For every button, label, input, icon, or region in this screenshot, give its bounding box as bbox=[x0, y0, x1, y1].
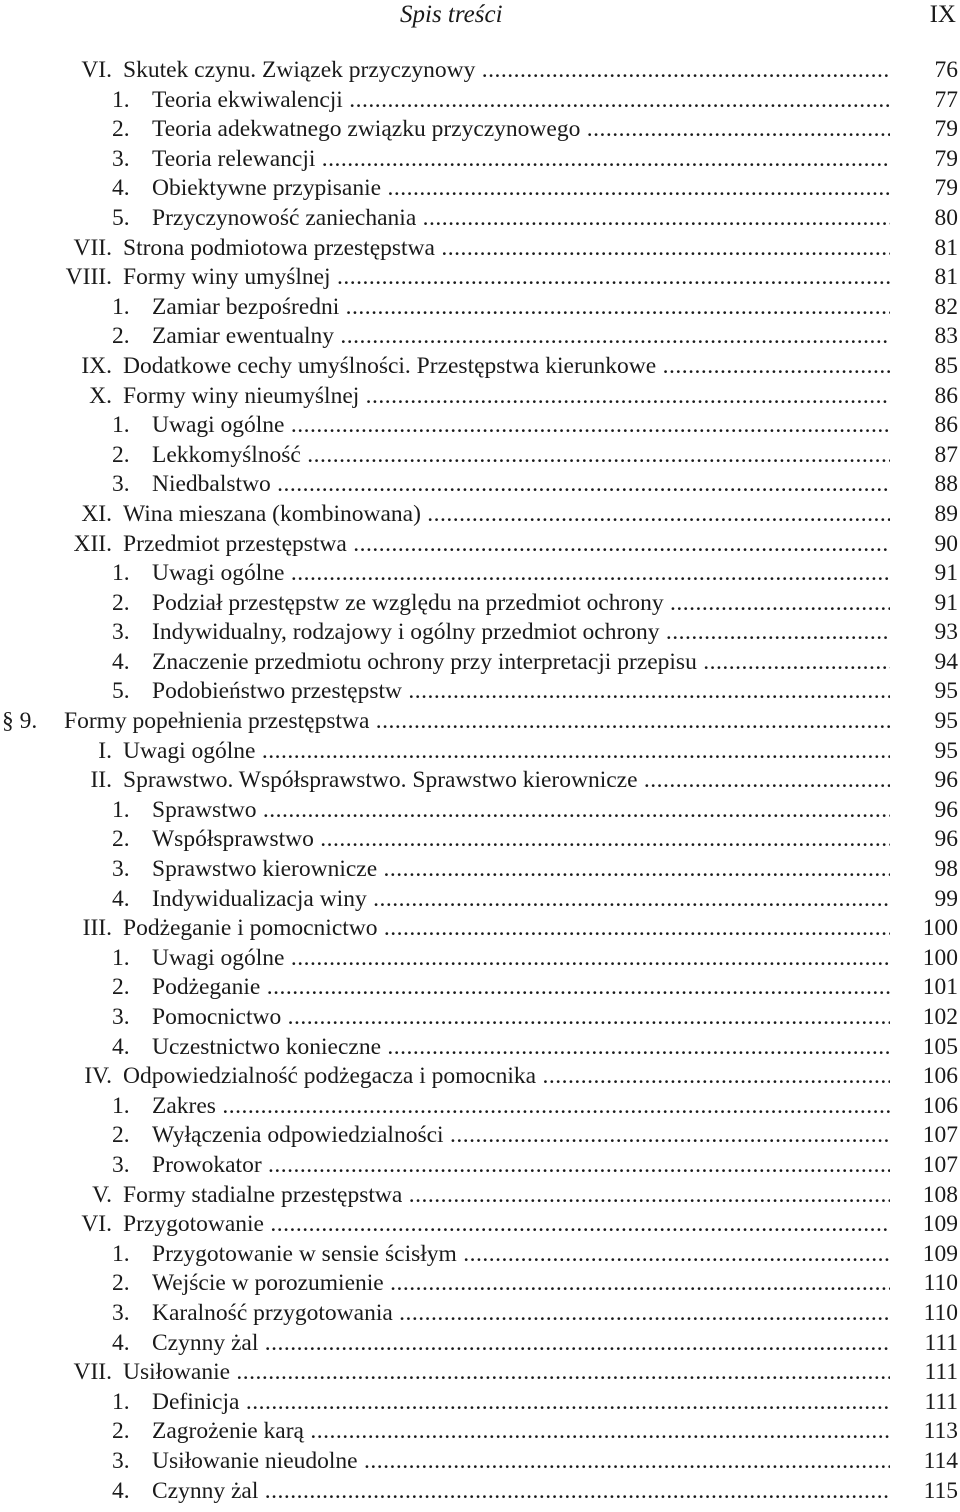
toc-entry-number: II. bbox=[90, 767, 112, 794]
toc-entry-number: 4. bbox=[112, 885, 130, 912]
toc-entry-number: 3. bbox=[112, 145, 130, 172]
toc-entry-page: 111 bbox=[924, 1388, 958, 1415]
running-header-title: Spis treści bbox=[400, 1, 503, 28]
toc-entry-number: 2. bbox=[112, 826, 130, 853]
toc-entry-number: 4. bbox=[112, 1329, 130, 1356]
toc-entry-title: Odpowiedzialność podżegacza i pomocnika ..... bbox=[123, 1062, 890, 1092]
toc-entry-page: 96 bbox=[934, 796, 958, 823]
toc-entry-page: 95 bbox=[934, 678, 958, 705]
toc-entry-title: Definicja ..... bbox=[152, 1388, 890, 1418]
toc-entry bbox=[0, 618, 960, 648]
toc-entry-number: 3. bbox=[112, 856, 130, 883]
toc-entry bbox=[0, 559, 960, 589]
toc-entry bbox=[0, 1210, 960, 1240]
toc-entry-title: Podżeganie ..... bbox=[152, 973, 890, 1003]
toc-entry-page: 94 bbox=[934, 648, 958, 675]
toc-entry-title: Teoria relewancji ..... bbox=[152, 145, 890, 175]
toc-entry-page: 86 bbox=[934, 412, 958, 439]
toc-entry-page: 85 bbox=[934, 352, 958, 379]
toc-entry-page: 86 bbox=[934, 382, 958, 409]
toc-entry-number: 1. bbox=[112, 86, 130, 113]
toc-entry bbox=[0, 1003, 960, 1033]
toc-entry-page: 91 bbox=[934, 560, 958, 587]
toc-entry bbox=[0, 766, 960, 796]
toc-entry-page: 109 bbox=[922, 1240, 958, 1267]
toc-entry bbox=[0, 263, 960, 293]
toc-entry-title: Indywidualizacja winy ..... bbox=[152, 885, 890, 915]
toc-entry-title: Podział przestępstw ze względu na przedmiot ochrony ..... bbox=[152, 589, 890, 619]
toc-entry-title: Teoria ekwiwalencji ..... bbox=[152, 86, 890, 116]
toc-entry bbox=[0, 707, 960, 737]
toc-entry bbox=[0, 737, 960, 767]
toc-entry bbox=[0, 1329, 960, 1359]
toc-entry-number: 2. bbox=[112, 589, 130, 616]
toc-entry-title: Zamiar bezpośredni ..... bbox=[152, 293, 890, 323]
toc-entry bbox=[0, 174, 960, 204]
toc-entry-number: 1. bbox=[112, 796, 130, 823]
toc-entry bbox=[0, 470, 960, 500]
toc-entry-title: Podżeganie i pomocnictwo ..... bbox=[123, 914, 890, 944]
toc-entry-number: 1. bbox=[112, 293, 130, 320]
toc-entry-page: 81 bbox=[934, 264, 958, 291]
toc-entry-page: 108 bbox=[922, 1181, 958, 1208]
toc-entry-number: 1. bbox=[112, 412, 130, 439]
toc-entry bbox=[0, 1240, 960, 1270]
toc-entry-number: 2. bbox=[112, 116, 130, 143]
toc-entry-number: 4. bbox=[112, 1033, 130, 1060]
toc-entry-number: IV. bbox=[84, 1063, 112, 1090]
toc-entry-number: V. bbox=[92, 1181, 112, 1208]
toc-entry bbox=[0, 855, 960, 885]
toc-entry-title: Uwagi ogólne ..... bbox=[152, 411, 890, 441]
table-of-contents bbox=[0, 56, 960, 1506]
toc-entry bbox=[0, 115, 960, 145]
toc-entry-number: 2. bbox=[112, 1418, 130, 1445]
toc-entry-title: Podobieństwo przestępstw ..... bbox=[152, 677, 890, 707]
toc-entry-number: 1. bbox=[112, 560, 130, 587]
toc-entry bbox=[0, 322, 960, 352]
toc-entry-number: VI. bbox=[81, 57, 112, 83]
toc-entry-number: 3. bbox=[112, 1004, 130, 1030]
toc-entry-title: Indywidualny, rodzajowy i ogólny przedmiot ochrony ..... bbox=[152, 618, 890, 648]
toc-entry-page: 95 bbox=[934, 737, 958, 764]
toc-entry-title: Karalność przygotowania ..... bbox=[152, 1299, 890, 1329]
toc-entry-page: 106 bbox=[922, 1063, 958, 1090]
toc-entry bbox=[0, 441, 960, 471]
toc-entry-number: X. bbox=[89, 382, 112, 409]
toc-entry-number: VII. bbox=[73, 234, 112, 261]
toc-entry-title: Teoria adekwatnego związku przyczynowego ..... bbox=[152, 115, 890, 145]
toc-entry-page: 100 bbox=[922, 915, 958, 942]
toc-entry bbox=[0, 382, 960, 412]
toc-entry-number: I. bbox=[98, 737, 112, 764]
toc-entry bbox=[0, 86, 960, 116]
toc-entry-title: Przedmiot przestępstwa ..... bbox=[123, 530, 890, 560]
toc-entry-page: 82 bbox=[934, 293, 958, 320]
toc-entry bbox=[0, 234, 960, 264]
toc-entry bbox=[0, 1299, 960, 1329]
toc-entry-number: 3. bbox=[112, 471, 130, 498]
toc-entry-title: Przygotowanie ..... bbox=[123, 1210, 890, 1240]
toc-entry-title: Niedbalstwo ..... bbox=[152, 470, 890, 500]
toc-entry bbox=[0, 648, 960, 678]
toc-entry-number: 3. bbox=[112, 1299, 130, 1326]
toc-entry bbox=[0, 1092, 960, 1122]
toc-entry-title: Lekkomyślność ..... bbox=[152, 441, 890, 471]
toc-entry bbox=[0, 293, 960, 323]
toc-entry-page: 98 bbox=[934, 856, 958, 883]
toc-entry-page: 93 bbox=[934, 619, 958, 646]
toc-entry-title: Uwagi ogólne ..... bbox=[123, 737, 890, 767]
toc-entry-page: 79 bbox=[934, 175, 958, 202]
toc-entry-page: 113 bbox=[923, 1418, 958, 1445]
toc-entry-page: 107 bbox=[922, 1122, 958, 1149]
toc-entry-number: XII. bbox=[73, 530, 112, 557]
toc-entry-page: 102 bbox=[922, 1004, 958, 1030]
toc-entry-page: 81 bbox=[934, 234, 958, 261]
toc-entry-title: Przygotowanie w sensie ścisłym ..... bbox=[152, 1240, 890, 1270]
toc-entry bbox=[0, 1447, 960, 1477]
toc-entry bbox=[0, 56, 960, 86]
toc-entry-number: 3. bbox=[112, 1151, 130, 1178]
toc-entry bbox=[0, 1033, 960, 1063]
toc-entry-title: Przyczynowość zaniechania ..... bbox=[152, 204, 890, 234]
toc-entry-title: Sprawstwo kierownicze ..... bbox=[152, 855, 890, 885]
toc-entry bbox=[0, 885, 960, 915]
toc-entry-title: Czynny żal ..... bbox=[152, 1477, 890, 1507]
toc-entry-title: Prowokator ..... bbox=[152, 1151, 890, 1181]
toc-entry-title: Uczestnictwo konieczne ..... bbox=[152, 1033, 890, 1063]
toc-entry-title: Uwagi ogólne ..... bbox=[152, 559, 890, 589]
toc-entry-page: 114 bbox=[923, 1447, 958, 1474]
toc-entry-page: 107 bbox=[922, 1151, 958, 1178]
toc-entry-page: 79 bbox=[934, 116, 958, 143]
toc-entry-title: Formy winy nieumyślnej ..... bbox=[123, 382, 890, 412]
toc-entry-page: 96 bbox=[934, 767, 958, 794]
toc-entry bbox=[0, 1151, 960, 1181]
toc-entry bbox=[0, 1477, 960, 1507]
toc-entry-title: Dodatkowe cechy umyślności. Przestępstwa kierunkowe ..... bbox=[123, 352, 890, 382]
toc-entry bbox=[0, 500, 960, 530]
toc-entry-number: 4. bbox=[112, 648, 130, 675]
toc-entry-title: Uwagi ogólne ..... bbox=[152, 944, 890, 974]
toc-entry bbox=[0, 1269, 960, 1299]
toc-entry-page: 115 bbox=[923, 1477, 958, 1504]
toc-entry-page: 110 bbox=[923, 1270, 958, 1297]
toc-entry-number: 1. bbox=[112, 1388, 130, 1415]
toc-entry bbox=[0, 145, 960, 175]
toc-entry bbox=[0, 1181, 960, 1211]
toc-entry-title: Współsprawstwo ..... bbox=[152, 825, 890, 855]
toc-entry-number: 1. bbox=[112, 1092, 130, 1119]
toc-entry-number: 5. bbox=[112, 678, 130, 705]
toc-entry bbox=[0, 677, 960, 707]
toc-entry-page: 95 bbox=[934, 708, 958, 735]
toc-entry-number: § 9. bbox=[2, 708, 38, 735]
toc-entry bbox=[0, 1417, 960, 1447]
toc-entry-number: 2. bbox=[112, 1122, 130, 1149]
toc-entry-title: Znaczenie przedmiotu ochrony przy interpretacji przepisu ..... bbox=[152, 648, 890, 678]
toc-entry-page: 111 bbox=[924, 1359, 958, 1386]
toc-entry-page: 76 bbox=[934, 57, 958, 83]
toc-entry bbox=[0, 411, 960, 441]
toc-entry-number: VIII. bbox=[65, 264, 112, 291]
toc-entry bbox=[0, 530, 960, 560]
toc-entry-title: Obiektywne przypisanie ..... bbox=[152, 174, 890, 204]
toc-entry-title: Formy stadialne przestępstwa ..... bbox=[123, 1181, 890, 1211]
toc-entry-title: Zamiar ewentualny ..... bbox=[152, 322, 890, 352]
toc-entry bbox=[0, 825, 960, 855]
toc-entry bbox=[0, 589, 960, 619]
toc-entry-title: Pomocnictwo ..... bbox=[152, 1003, 890, 1033]
toc-entry-title: Wina mieszana (kombinowana) ..... bbox=[123, 500, 890, 530]
toc-entry-title: Sprawstwo ..... bbox=[152, 796, 890, 826]
toc-entry-number: 2. bbox=[112, 441, 130, 468]
toc-entry-title: Formy winy umyślnej ..... bbox=[123, 263, 890, 293]
toc-entry-title: Czynny żal ..... bbox=[152, 1329, 890, 1359]
toc-entry bbox=[0, 1388, 960, 1418]
toc-entry-number: 2. bbox=[112, 323, 130, 350]
toc-entry-page: 79 bbox=[934, 145, 958, 172]
toc-entry-title: Usiłowanie ..... bbox=[123, 1358, 890, 1388]
toc-entry-number: 4. bbox=[112, 1477, 130, 1504]
toc-entry-page: 83 bbox=[934, 323, 958, 350]
toc-entry-page: 99 bbox=[934, 885, 958, 912]
toc-entry bbox=[0, 973, 960, 1003]
toc-entry-page: 96 bbox=[934, 826, 958, 853]
toc-entry-number: III. bbox=[82, 915, 112, 942]
toc-entry-number: XI. bbox=[81, 500, 112, 527]
toc-entry-page: 106 bbox=[922, 1092, 958, 1119]
toc-entry-title: Wejście w porozumienie ..... bbox=[152, 1269, 890, 1299]
toc-entry-page: 100 bbox=[922, 944, 958, 971]
toc-entry-page: 80 bbox=[934, 204, 958, 231]
toc-entry-number: 2. bbox=[112, 1270, 130, 1297]
toc-entry bbox=[0, 1121, 960, 1151]
toc-entry bbox=[0, 1062, 960, 1092]
toc-entry bbox=[0, 914, 960, 944]
toc-entry-page: 88 bbox=[934, 471, 958, 498]
toc-entry bbox=[0, 352, 960, 382]
toc-entry-number: 1. bbox=[112, 1240, 130, 1267]
toc-entry-number: 4. bbox=[112, 175, 130, 202]
toc-entry-page: 111 bbox=[924, 1329, 958, 1356]
toc-entry-page: 105 bbox=[922, 1033, 958, 1060]
toc-entry bbox=[0, 944, 960, 974]
toc-entry bbox=[0, 1358, 960, 1388]
toc-entry-title: Sprawstwo. Współsprawstwo. Sprawstwo kierownicze ..... bbox=[123, 766, 890, 796]
toc-entry-page: 101 bbox=[922, 974, 958, 1001]
toc-entry-page: 77 bbox=[934, 86, 958, 113]
toc-entry bbox=[0, 204, 960, 234]
running-header-page-number: IX bbox=[929, 1, 956, 28]
toc-entry-title: Strona podmiotowa przestępstwa ..... bbox=[123, 234, 890, 264]
toc-entry-title: Skutek czynu. Związek przyczynowy ..... bbox=[123, 56, 890, 86]
toc-entry-page: 90 bbox=[934, 530, 958, 557]
toc-entry-number: IX. bbox=[81, 352, 112, 379]
toc-entry-title: Wyłączenia odpowiedzialności ..... bbox=[152, 1121, 890, 1151]
toc-entry-page: 89 bbox=[934, 500, 958, 527]
toc-entry-page: 87 bbox=[934, 441, 958, 468]
toc-entry-title: Formy popełnienia przestępstwa ..... bbox=[64, 707, 890, 737]
toc-entry-number: 1. bbox=[112, 944, 130, 971]
toc-entry-number: 2. bbox=[112, 974, 130, 1001]
toc-entry-number: 3. bbox=[112, 1447, 130, 1474]
toc-entry-title: Usiłowanie nieudolne ..... bbox=[152, 1447, 890, 1477]
toc-entry bbox=[0, 796, 960, 826]
toc-entry-number: 3. bbox=[112, 619, 130, 646]
toc-entry-title: Zagrożenie karą ..... bbox=[152, 1417, 890, 1447]
toc-entry-number: VI. bbox=[81, 1211, 112, 1238]
toc-entry-number: VII. bbox=[73, 1359, 112, 1386]
toc-entry-title: Zakres ..... bbox=[152, 1092, 890, 1122]
toc-entry-number: 5. bbox=[112, 204, 130, 231]
toc-entry-page: 110 bbox=[923, 1299, 958, 1326]
toc-entry-page: 109 bbox=[922, 1211, 958, 1238]
toc-entry-page: 91 bbox=[934, 589, 958, 616]
